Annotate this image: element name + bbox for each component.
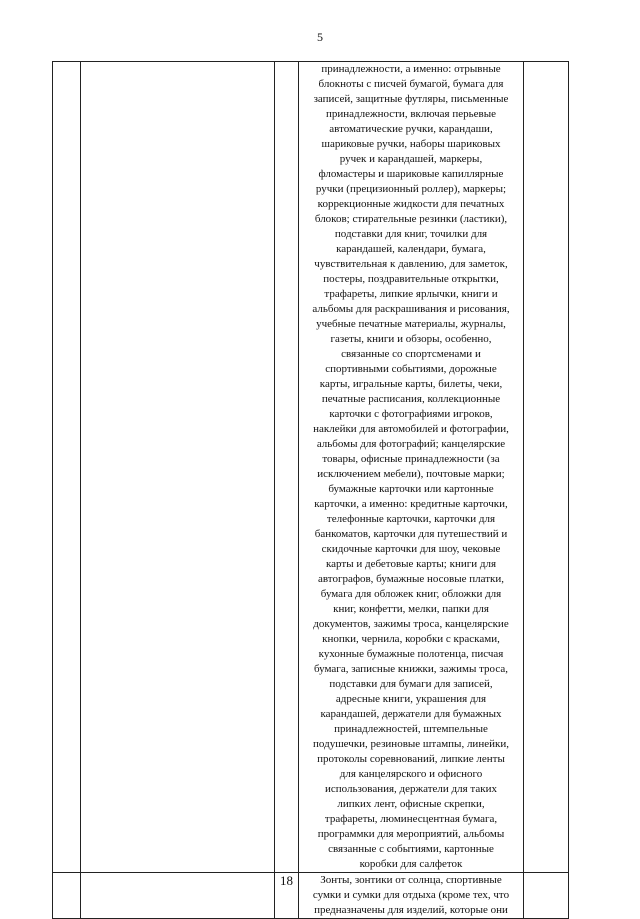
text-line: кнопки, чернила, коробки с красками, bbox=[322, 633, 500, 645]
text-line: программки для мероприятий, альбомы bbox=[317, 828, 505, 840]
table-cell-empty bbox=[53, 873, 81, 919]
text-line: принадлежности, включая перьевые bbox=[325, 108, 497, 120]
text-line: карандашей, календари, бумага, bbox=[336, 243, 486, 255]
goods-description-cell bbox=[299, 873, 524, 919]
text-line: адресные книги, украшения для bbox=[335, 693, 487, 705]
table-row bbox=[53, 62, 569, 873]
text-line: книг, конфетти, мелки, папки для bbox=[333, 603, 489, 615]
text-line: автоматические ручки, карандаши, bbox=[329, 123, 493, 135]
text-line: шариковые ручки, наборы шариковых bbox=[321, 138, 501, 150]
text-line: газеты, книги и обзоры, особенно, bbox=[330, 333, 492, 345]
text-line: наклейки для автомобилей и фотографии, bbox=[313, 423, 509, 435]
text-line: документов, зажимы троса, канцелярские bbox=[313, 618, 509, 630]
class-number-cell bbox=[275, 62, 299, 873]
text-line: Зонты, зонтики от солнца, спортивные bbox=[320, 874, 502, 886]
text-line: связанные со спортсменами и bbox=[341, 348, 481, 360]
table-row bbox=[53, 873, 569, 919]
text-line: бумажные карточки или картонные bbox=[328, 483, 494, 495]
text-line: карточки, а именно: кредитные карточки, bbox=[314, 498, 508, 510]
text-line: подставки для бумаги для записей, bbox=[329, 678, 493, 690]
text-line: альбомы для раскрашивания и рисования, bbox=[312, 303, 510, 315]
text-line: коррекционные жидкости для печатных bbox=[317, 198, 505, 210]
text-line: карты и дебетовые карты; книги для bbox=[325, 558, 497, 570]
text-line: фломастеры и шариковые капиллярные bbox=[318, 168, 504, 180]
goods-description-text bbox=[299, 873, 523, 918]
text-line: альбомы для фотографий; канцелярские bbox=[316, 438, 506, 450]
text-line: использования, держатели для таких bbox=[324, 783, 497, 795]
text-line: спортивными событиями, дорожные bbox=[325, 363, 497, 375]
text-line: карточки с фотографиями игроков, bbox=[329, 408, 493, 420]
text-line: товары, офисные принадлежности (за bbox=[322, 453, 500, 465]
text-line: сумки и сумки для отдыха (кроме тех, что bbox=[312, 889, 510, 901]
text-line: карандашей, держатели для бумажных bbox=[320, 708, 502, 720]
goods-description-cell bbox=[299, 62, 524, 873]
table-cell-empty bbox=[81, 62, 275, 873]
text-line: ручек и карандашей, маркеры, bbox=[339, 153, 483, 165]
text-line: принадлежностей, штемпельные bbox=[334, 723, 488, 735]
text-line: телефонные карточки, карточки для bbox=[326, 513, 496, 525]
goods-table bbox=[52, 61, 569, 919]
text-line: блоков; стирательные резинки (ластики), bbox=[314, 213, 508, 225]
text-line: карты, игральные карты, билеты, чеки, bbox=[319, 378, 503, 390]
table-cell-empty bbox=[524, 62, 569, 873]
page-number: 5 bbox=[317, 30, 323, 44]
text-line: бумага для обложек книг, обложки для bbox=[320, 588, 502, 600]
text-line: скидочные карточки для шоу, чековые bbox=[321, 543, 501, 555]
text-line: записей, защитные футляры, письменные bbox=[313, 93, 509, 105]
text-line: банкоматов, карточки для путешествий и bbox=[314, 528, 508, 540]
text-line: липких лент, офисные скрепки, bbox=[337, 798, 485, 810]
text-line: связанные с событиями, картонные bbox=[328, 843, 494, 855]
text-line: протоколы соревнований, липкие ленты bbox=[317, 753, 505, 765]
table-cell-empty bbox=[53, 62, 81, 873]
text-line: кухонные бумажные полотенца, писчая bbox=[318, 648, 504, 660]
class-number-cell: 18 bbox=[275, 873, 299, 919]
text-line: исключением мебели), почтовые марки; bbox=[317, 468, 505, 480]
table-cell-empty bbox=[524, 873, 569, 919]
text-line: трафареты, люминесцентная бумага, bbox=[324, 813, 498, 825]
text-line: принадлежности, а именно: отрывные bbox=[321, 63, 501, 75]
text-line: постеры, поздравительные открытки, bbox=[323, 273, 499, 285]
text-line: предназначены для изделий, которые они bbox=[314, 904, 508, 916]
goods-description-text bbox=[299, 62, 523, 872]
text-line: блокноты с писчей бумагой, бумага для bbox=[318, 78, 504, 90]
text-line: ручки (прецизионный роллер), маркеры; bbox=[315, 183, 507, 195]
text-line: печатные расписания, коллекционные bbox=[321, 393, 501, 405]
text-line: трафареты, липкие ярлычки, книги и bbox=[324, 288, 498, 300]
text-line: для канцелярского и офисного bbox=[339, 768, 483, 780]
text-line: подушечки, резиновые штампы, линейки, bbox=[313, 738, 509, 750]
text-line: учебные печатные материалы, журналы, bbox=[316, 318, 506, 330]
text-line: бумага, записные книжки, зажимы троса, bbox=[314, 663, 508, 675]
text-line: подставки для книг, точилки для bbox=[334, 228, 488, 240]
text-line: чувствительная к давлению, для заметок, bbox=[314, 258, 508, 270]
table-cell-empty bbox=[81, 873, 275, 919]
text-line: автографов, бумажные носовые платки, bbox=[317, 573, 504, 585]
text-line: коробки для салфеток bbox=[359, 858, 463, 870]
